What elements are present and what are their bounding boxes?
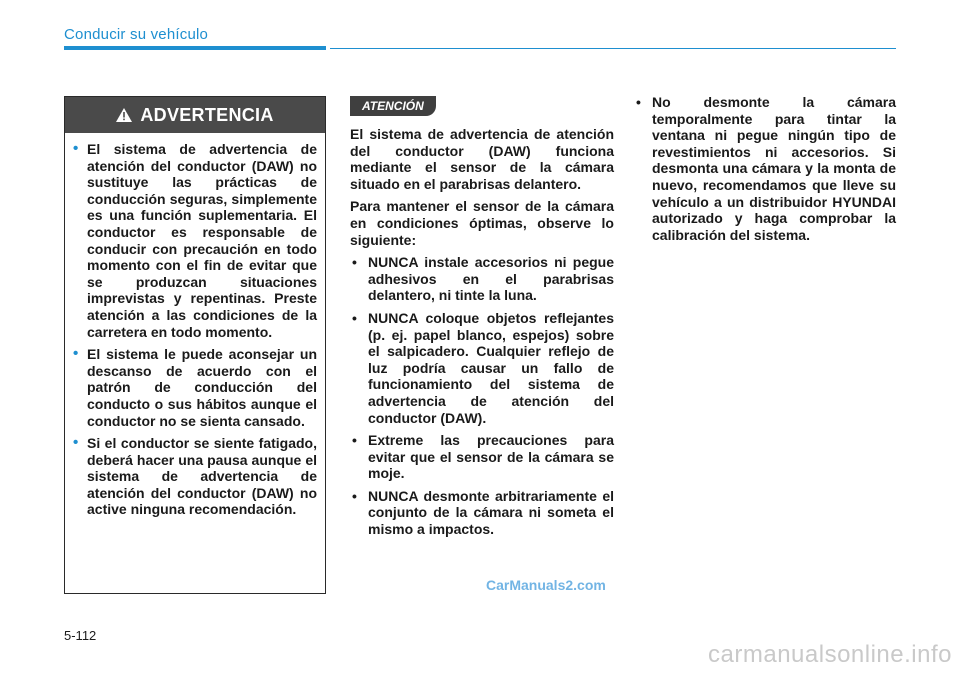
warning-item: • El sistema le puede aconsejar un descanso de acuerdo con el patrón de conducción del conducto o sus hábitos aunque el conductor no se sienta cansado. bbox=[73, 346, 317, 429]
warning-list bbox=[65, 133, 325, 518]
attention-item: • Extreme las precauciones para evitar que el sensor de la cámara se moje. bbox=[350, 432, 614, 482]
warning-item: • Si el conductor se siente fatigado, deberá hacer una pausa aunque el sistema de advertencia de atención del conductor (DAW) no active ninguna recomendación. bbox=[73, 435, 317, 518]
attention-column-right bbox=[634, 94, 896, 249]
page-number: 5-112 bbox=[64, 628, 97, 643]
section-title: Conducir su vehículo bbox=[64, 26, 209, 43]
attention-list bbox=[350, 254, 614, 538]
attention-item: • NUNCA coloque objetos reflejantes (p. ej. papel blanco, espejos) sobre el salpicadero. Cualquier reflejo de luz podría causar un fallo de funcionamiento del sistema de advertencia de atención del conductor (DAW). bbox=[350, 310, 614, 426]
watermark-logo: CarManuals2.com bbox=[486, 577, 606, 593]
warning-box bbox=[64, 96, 326, 594]
attention-item: • NUNCA instale accesorios ni pegue adhesivos en el parabrisas delantero, ni tinte la luna. bbox=[350, 254, 614, 304]
attention-item: • NUNCA desmonte arbitrariamente el conjunto de la cámara ni someta el mismo a impactos. bbox=[350, 488, 614, 538]
header-rule-thick bbox=[64, 46, 326, 50]
attention-paragraph: Para mantener el sensor de la cámara en condiciones óptimas, observe lo siguiente: bbox=[350, 198, 614, 248]
warning-triangle-icon bbox=[116, 108, 132, 122]
attention-item: • No desmonte la cámara temporalmente para tintar la ventana ni pegue ningún tipo de revestimientos ni accesorios. Si desmonta una cámara y la monta de nuevo, recomendamos que lleve su vehículo a un distribuidor HYUNDAI autorizado y haga comprobar la calibración del sistema. bbox=[634, 94, 896, 243]
warning-title: ADVERTENCIA bbox=[140, 104, 274, 125]
attention-list-right bbox=[634, 94, 896, 243]
warning-item: • El sistema de advertencia de atención del conductor (DAW) no sustituye las prácticas de conducción seguras, simplemente es una función suplementaria. El conductor es responsable de conducir con precaución en todo momento con el fin de evitar que se produzcan situaciones imprevistas y repentinas. Preste atención a las condiciones de la carretera en todo momento. bbox=[73, 141, 317, 340]
attention-column bbox=[350, 96, 614, 544]
attention-label: ATENCIÓN bbox=[350, 96, 436, 116]
watermark-site: carmanualsonline.info bbox=[708, 641, 952, 668]
warning-header bbox=[65, 97, 325, 133]
attention-paragraph: El sistema de advertencia de atención del conductor (DAW) funciona mediante el sensor de la cámara situado en el parabrisas delantero. bbox=[350, 126, 614, 192]
header-rule-thin bbox=[330, 48, 896, 49]
